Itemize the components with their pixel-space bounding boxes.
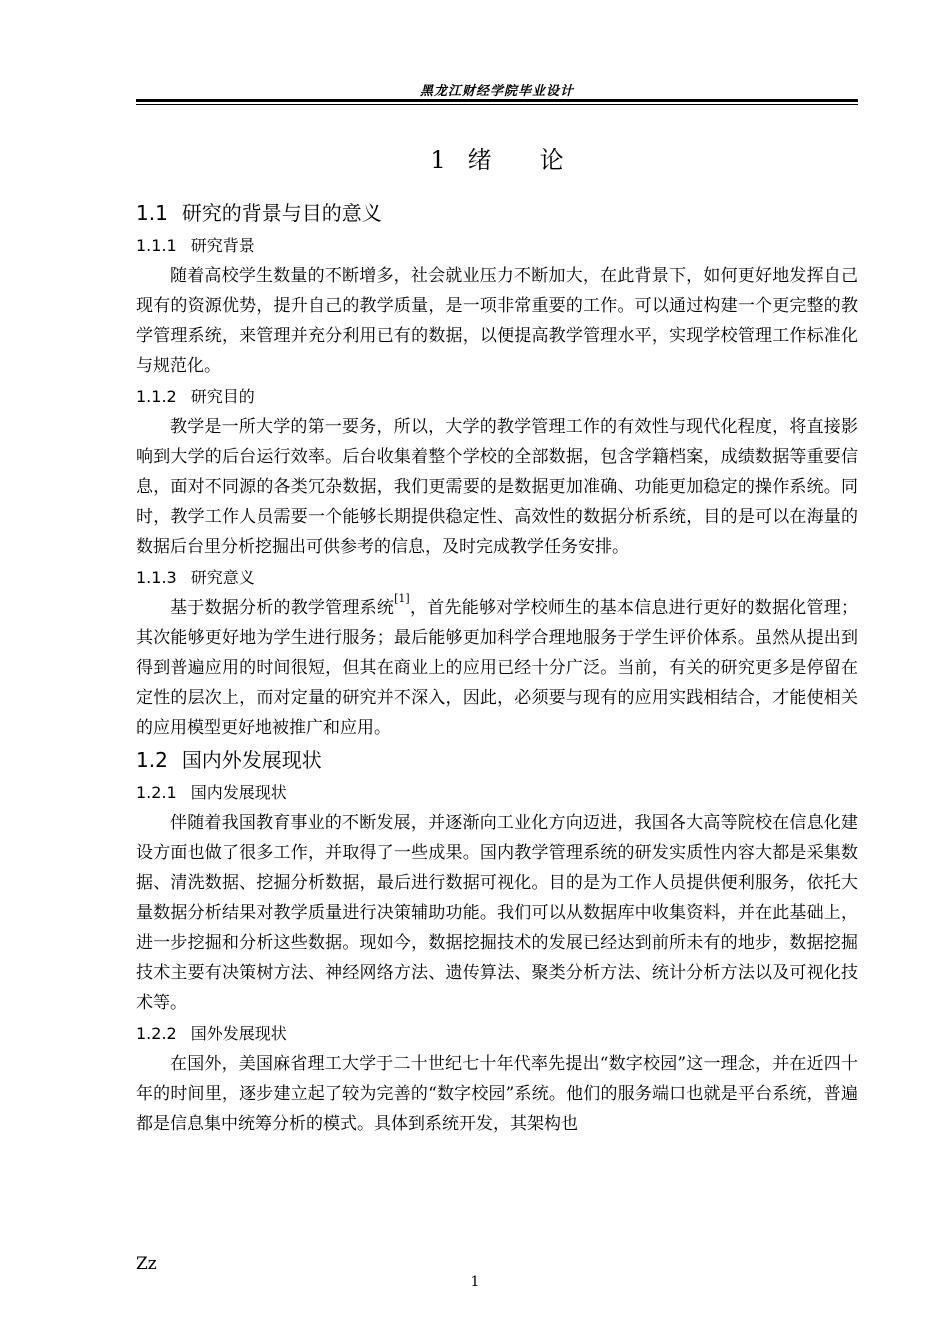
subsection-heading-1-2-1 (136, 777, 858, 808)
subsection-number: 1.1.2 (136, 387, 177, 406)
section-heading-1-1 (136, 196, 858, 230)
paragraph-text: 基于数据分析的教学管理系统 (170, 598, 395, 618)
chapter-title (136, 140, 858, 175)
chapter-number: 1 (430, 146, 446, 174)
section-title: 国内外发展现状 (181, 748, 322, 772)
subsection-title: 研究背景 (190, 236, 255, 255)
header-rule-thin (136, 104, 858, 105)
chapter-title-part2: 论 (539, 146, 564, 174)
paragraph-significance (136, 593, 858, 743)
paragraph-purpose: 教学是一所大学的第一要务，所以，大学的教学管理工作的有效性与现代化程度，将直接影响到大学的后台运行效率。后台收集着整个学校的全部数据，包含学籍档案，成绩数据等重要信息，面对不同源的各类冗杂数据，我们更需要的是数据更加准确、功能更加稳定的操作系统。同时，教学工作人员需要一个能够长期提供稳定性、高效性的数据分析系统，目的是可以在海量的数据后台里分析挖掘出可供参考的信息，及时完成教学任务安排。 (136, 417, 858, 557)
section-number: 1.2 (136, 748, 168, 772)
chapter-title-part1: 绪 (467, 146, 492, 174)
paragraph-text: ，首先能够对学校师生的基本信息进行更好的数据化管理；其次能够更好地为学生进行服务；最后能够更加科学合理地服务于学生评价体系。虽然从提出到得到普遍应用的时间很短，但其在商业上的应用已经十分广泛。当前，有关的研究更多是停留在定性的层次上，而对定量的研究并不深入，因此，必须要与现有的应用实践相结合，才能使相关的应用模型更好地被推广和应用。 (136, 598, 859, 738)
paragraph-background: 随着高校学生数量的不断增多，社会就业压力不断加大，在此背景下，如何更好地发挥自己现有的资源优势，提升自己的教学质量，是一项非常重要的工作。可以通过构建一个更完整的教学管理系统，来管理并充分利用已有的数据，以便提高教学管理水平，实现学校管理工作标准化与规范化。 (136, 266, 858, 376)
subsection-heading-1-1-3 (136, 562, 858, 593)
section-heading-1-2 (136, 743, 858, 777)
subsection-title: 研究目的 (190, 387, 255, 406)
page-number: 1 (470, 1274, 480, 1290)
paragraph-domestic: 伴随着我国教育事业的不断发展，并逐渐向工业化方向迈进，我国各大高等院校在信息化建设方面也做了很多工作，并取得了一些成果。国内教学管理系统的研发实质性内容大都是采集数据、清洗数据、挖掘分析数据，最后进行数据可视化。目的是为工作人员提供便利服务，依托大量数据分析结果对教学质量进行决策辅助功能。我们可以从数据库中收集资料，并在此基础上，进一步挖掘和分析这些数据。现如今，数据挖掘技术的发展已经达到前所未有的地步，数据挖掘技术主要有决策树方法、神经网络方法、遗传算法、聚类分析方法、统计分析方法以及可视化技术等。 (136, 813, 858, 1013)
subsection-number: 1.1.1 (136, 236, 177, 255)
subsection-heading-1-1-2 (136, 381, 858, 412)
subsection-title: 国外发展现状 (190, 1024, 287, 1043)
header-rule-thick (136, 99, 858, 102)
section-title: 研究的背景与目的意义 (181, 201, 382, 225)
subsection-number: 1.1.3 (136, 568, 177, 587)
citation-ref: [1] (394, 592, 410, 605)
subsection-number: 1.2.1 (136, 783, 177, 802)
page-header (136, 80, 858, 104)
document-body (136, 196, 858, 1139)
subsection-heading-1-2-2 (136, 1018, 858, 1049)
header-title: 黑龙江财经学院毕业设计 (419, 84, 574, 99)
subsection-heading-1-1-1 (136, 230, 858, 261)
subsection-number: 1.2.2 (136, 1024, 177, 1043)
footer-left-text: Zz (136, 1254, 157, 1274)
subsection-title: 研究意义 (190, 568, 255, 587)
section-number: 1.1 (136, 201, 168, 225)
paragraph-foreign: 在国外，美国麻省理工大学于二十世纪七十年代率先提出“数字校园”这一理念，并在近四十年的时间里，逐步建立起了较为完善的“数字校园”系统。他们的服务端口也就是平台系统，普遍都是信息集中统筹分析的模式。具体到系统开发，其架构也 (136, 1054, 858, 1134)
subsection-title: 国内发展现状 (190, 783, 287, 802)
